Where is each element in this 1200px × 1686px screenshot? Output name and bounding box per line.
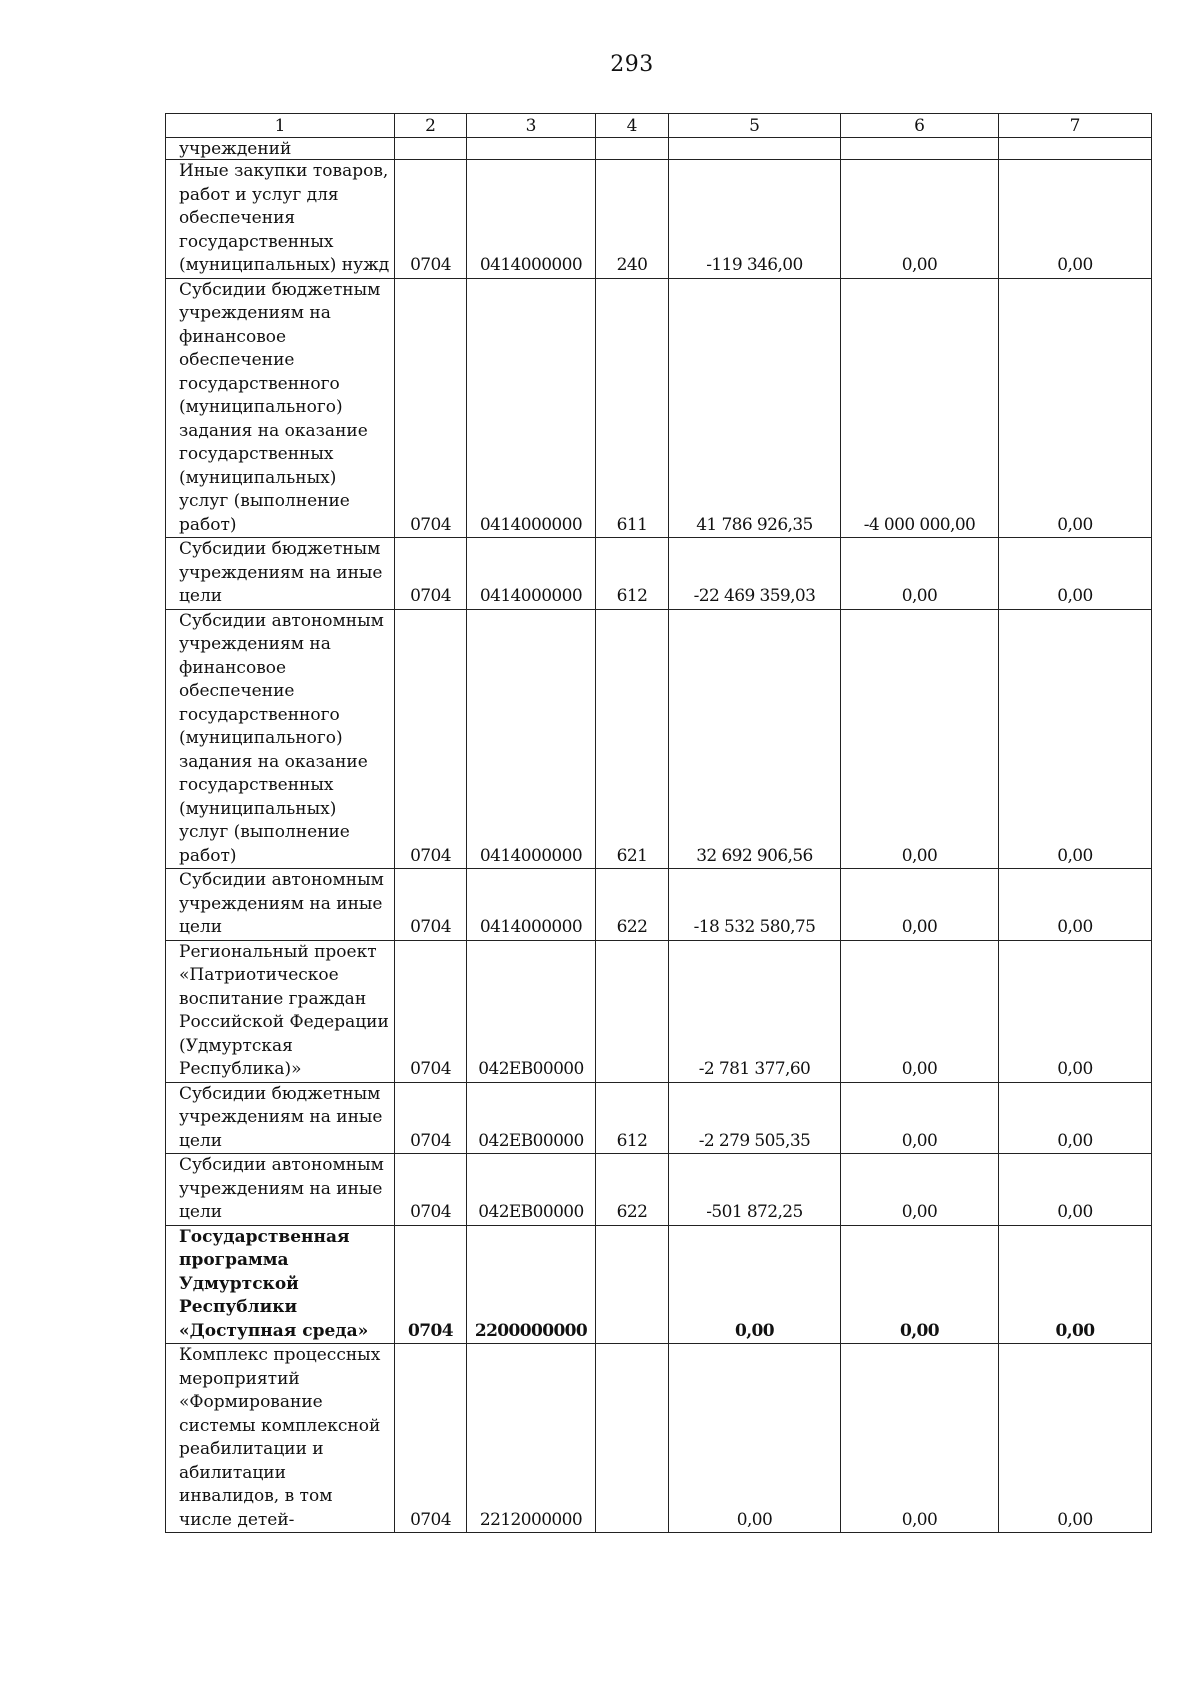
amount-col6: 0,00 (841, 1344, 999, 1533)
target-article-code: 2200000000 (467, 1225, 596, 1344)
column-number: 6 (841, 114, 999, 138)
row-name: Субсидии автономным учреждениям на иные цели (166, 869, 395, 941)
table-row (166, 160, 1152, 279)
table-row (166, 1154, 1152, 1226)
amount-col6: 0,00 (841, 940, 999, 1082)
amount-col6: 0,00 (841, 1154, 999, 1226)
column-number: 1 (166, 114, 395, 138)
amount-col5: -119 346,00 (669, 160, 841, 279)
amount-col7: 0,00 (999, 1082, 1152, 1154)
expense-type-code: 622 (596, 869, 669, 941)
amount-col5: -501 872,25 (669, 1154, 841, 1226)
page-number: 293 (610, 52, 654, 77)
section-code: 0704 (395, 1225, 467, 1344)
amount-col5: 0,00 (669, 1225, 841, 1344)
amount-col5 (669, 138, 841, 160)
target-article-code: 0414000000 (467, 160, 596, 279)
amount-col7: 0,00 (999, 609, 1152, 869)
amount-col7: 0,00 (999, 940, 1152, 1082)
amount-col7: 0,00 (999, 160, 1152, 279)
column-number: 2 (395, 114, 467, 138)
amount-col7: 0,00 (999, 278, 1152, 538)
section-code: 0704 (395, 1082, 467, 1154)
section-code: 0704 (395, 160, 467, 279)
amount-col6: 0,00 (841, 869, 999, 941)
amount-col7: 0,00 (999, 1154, 1152, 1226)
target-article-code: 0414000000 (467, 869, 596, 941)
target-article-code: 042EB00000 (467, 1154, 596, 1226)
table-row (166, 278, 1152, 538)
section-code: 0704 (395, 609, 467, 869)
target-article-code: 042EB00000 (467, 940, 596, 1082)
expense-type-code (596, 1344, 669, 1533)
column-number: 3 (467, 114, 596, 138)
expense-type-code (596, 1225, 669, 1344)
table-row (166, 538, 1152, 610)
table-row (166, 869, 1152, 941)
row-name: Региональный проект «Патриотическое воспитание граждан Российской Федерации (Удмуртская Республика)» (166, 940, 395, 1082)
amount-col5: -18 532 580,75 (669, 869, 841, 941)
expense-type-code (596, 940, 669, 1082)
amount-col5: 0,00 (669, 1344, 841, 1533)
amount-col5: 32 692 906,56 (669, 609, 841, 869)
amount-col6: 0,00 (841, 538, 999, 610)
amount-col7: 0,00 (999, 538, 1152, 610)
section-code: 0704 (395, 869, 467, 941)
amount-col5: -2 781 377,60 (669, 940, 841, 1082)
amount-col6: 0,00 (841, 160, 999, 279)
row-name: учреждений (166, 138, 395, 160)
amount-col5: -22 469 359,03 (669, 538, 841, 610)
table-row (166, 138, 1152, 160)
row-name: Субсидии бюджетным учреждениям на иные цели (166, 1082, 395, 1154)
section-code: 0704 (395, 278, 467, 538)
amount-col6 (841, 138, 999, 160)
amount-col5: 41 786 926,35 (669, 278, 841, 538)
section-code: 0704 (395, 940, 467, 1082)
target-article-code: 2212000000 (467, 1344, 596, 1533)
expense-type-code: 622 (596, 1154, 669, 1226)
row-name: Субсидии бюджетным учреждениям на финансовое обеспечение государственного (муниципального) задания на оказание государственных (муниципальных) услуг (выполнение работ) (166, 278, 395, 538)
budget-table (165, 113, 1152, 1533)
target-article-code: 0414000000 (467, 278, 596, 538)
amount-col7: 0,00 (999, 1225, 1152, 1344)
expense-type-code: 611 (596, 278, 669, 538)
row-name: Субсидии автономным учреждениям на финансовое обеспечение государственного (муниципального) задания на оказание государственных (муниципальных) услуг (выполнение работ) (166, 609, 395, 869)
section-code (395, 138, 467, 160)
amount-col7 (999, 138, 1152, 160)
row-name: Государственная программа Удмуртской Республики «Доступная среда» (166, 1225, 395, 1344)
amount-col6: 0,00 (841, 609, 999, 869)
row-name: Иные закупки товаров, работ и услуг для обеспечения государственных (муниципальных) нужд (166, 160, 395, 279)
table-row (166, 609, 1152, 869)
column-number: 7 (999, 114, 1152, 138)
target-article-code: 042EB00000 (467, 1082, 596, 1154)
amount-col7: 0,00 (999, 1344, 1152, 1533)
expense-type-code: 612 (596, 538, 669, 610)
section-code: 0704 (395, 1154, 467, 1226)
row-name: Субсидии бюджетным учреждениям на иные цели (166, 538, 395, 610)
table-row (166, 1082, 1152, 1154)
amount-col5: -2 279 505,35 (669, 1082, 841, 1154)
amount-col6: -4 000 000,00 (841, 278, 999, 538)
row-name: Субсидии автономным учреждениям на иные цели (166, 1154, 395, 1226)
column-number: 5 (669, 114, 841, 138)
column-number-row (166, 114, 1152, 138)
expense-type-code: 612 (596, 1082, 669, 1154)
row-name: Комплекс процессных мероприятий «Формирование системы комплексной реабилитации и абилитации инвалидов, в том числе детей- (166, 1344, 395, 1533)
section-code: 0704 (395, 1344, 467, 1533)
amount-col7: 0,00 (999, 869, 1152, 941)
section-code: 0704 (395, 538, 467, 610)
target-article-code: 0414000000 (467, 609, 596, 869)
table-row (166, 940, 1152, 1082)
expense-type-code (596, 138, 669, 160)
table-row-program (166, 1225, 1152, 1344)
target-article-code (467, 138, 596, 160)
table-row (166, 1344, 1152, 1533)
amount-col6: 0,00 (841, 1082, 999, 1154)
amount-col6: 0,00 (841, 1225, 999, 1344)
target-article-code: 0414000000 (467, 538, 596, 610)
expense-type-code: 240 (596, 160, 669, 279)
column-number: 4 (596, 114, 669, 138)
expense-type-code: 621 (596, 609, 669, 869)
